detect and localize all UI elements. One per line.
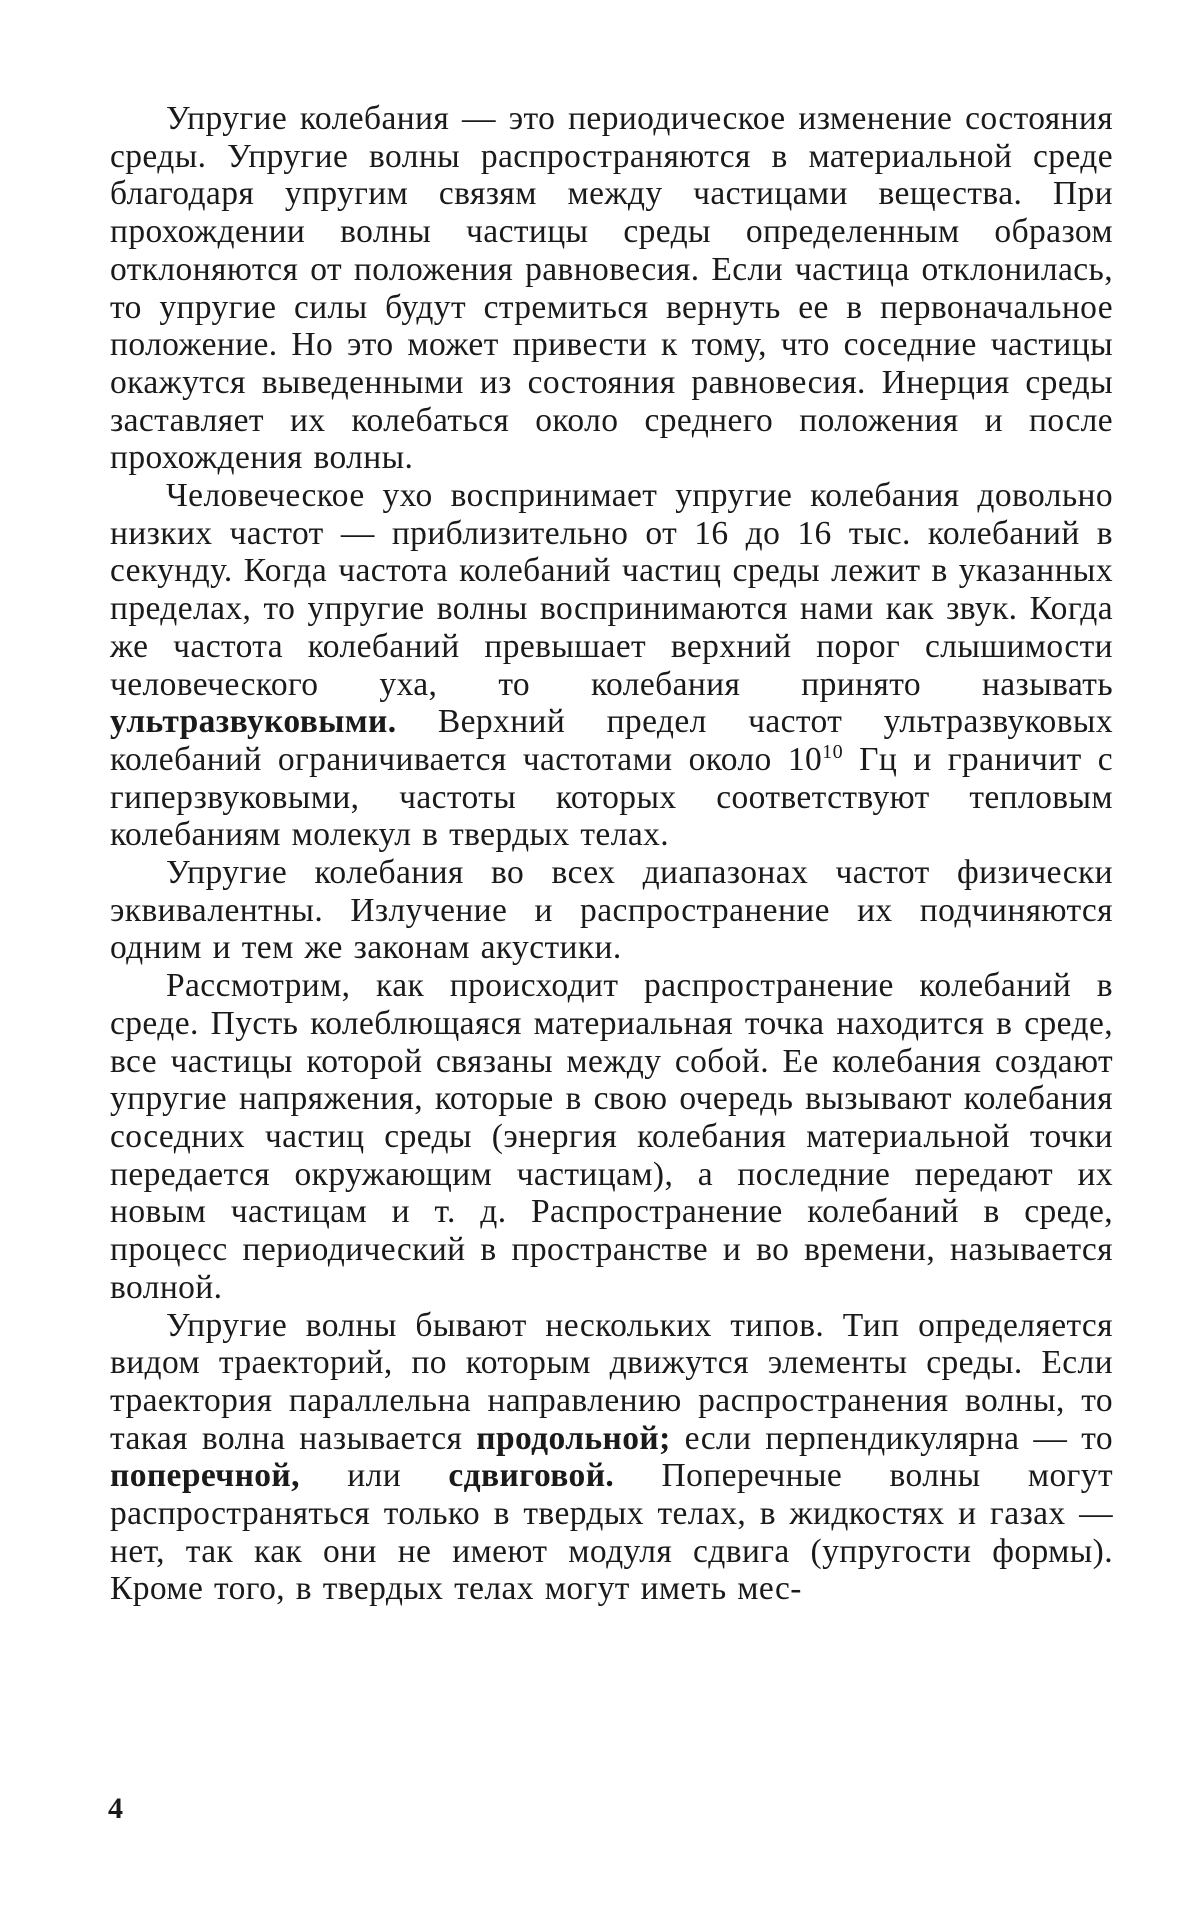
- paragraph-2-text-a: Человеческое ухо воспринимает упругие колебания довольно низких частот — приблизительно от 16 до 16 тыс. колебаний в секунду. Когда частота колебаний частиц среды лежит в указанных пределах, то упругие волны воспринимаются нами как звук. Когда же частота колебаний превышает верхний порог слышимости человеческого уха, то колебания принято называть: [110, 477, 1113, 703]
- paragraph-1-text: Упругие колебания — это периодическое изменение состояния среды. Упругие волны распространяются в материальной среде благодаря упругим связям между частицами вещества. При прохождении волны частицы среды определенным образом отклоняются от положения равновесия. Если частица отклонилась, то упругие силы будут стремиться вернуть ее в первоначальное положение. Но это может привести к тому, что соседние частицы окажутся выведенными из состояния равновесия. Инерция среды заставляет их колебаться около среднего положения и после прохождения волны.: [110, 100, 1113, 477]
- paragraph-2: [110, 477, 1113, 854]
- paragraph-1: [110, 100, 1113, 477]
- paragraph-5-text-d: Поперечные волны могут распространяться только в твердых телах, в жидкостях и газах — нет, так как они не имеют модуля сдвига (упругости формы). Кроме того, в твердых телах могут иметь мес-: [110, 1457, 1113, 1608]
- paragraph-2-text-b: Верхний предел частот ультразвуковых колебаний ограничивается частотами около 10: [110, 703, 1113, 778]
- paragraph-4-text: Рассмотрим, как происходит распространение колебаний в среде. Пусть колеблющаяся материальная точка находится в среде, все частицы которой связаны между собой. Ее колебания создают упругие напряжения, которые в свою очередь вызывают колебания соседних частиц среды (энергия колебания материальной точки передается окружающим частицам), а последние передают их новым частицам и т. д. Распространение колебаний в среде, процесс периодический в пространстве и во времени, называется волной.: [110, 967, 1113, 1306]
- paragraph-2-text-c: Гц и граничит с гиперзвуковыми, частоты которых соответствуют тепловым колебаниям молекул в твердых телах.: [110, 740, 1113, 854]
- term-ultrasonic: ультразвуковыми.: [110, 703, 397, 741]
- paragraph-4: [110, 967, 1113, 1306]
- term-shear: сдвиговой.: [448, 1457, 615, 1495]
- paragraph-5: [110, 1307, 1113, 1609]
- paragraph-5-text-b: если перпендикулярна — то: [670, 1419, 1113, 1457]
- paragraph-5-text-c: или: [299, 1457, 449, 1495]
- exponent: 10: [822, 740, 844, 763]
- term-transverse: поперечной,: [110, 1457, 300, 1495]
- paragraph-3: [110, 854, 1113, 967]
- paragraph-3-text: Упругие колебания во всех диапазонах частот физически эквивалентны. Излучение и распространение их подчиняются одним и тем же законам акустики.: [110, 854, 1113, 967]
- page-number: 4: [108, 1792, 123, 1825]
- page-body: [110, 100, 1113, 1608]
- term-longitudinal: продольной;: [476, 1419, 671, 1457]
- paragraph-5-text-a: Упругие волны бывают нескольких типов. Тип определяется видом траекторий, по которым движутся элементы среды. Если траектория параллельна направлению распространения волны, то такая волна называется: [110, 1306, 1113, 1457]
